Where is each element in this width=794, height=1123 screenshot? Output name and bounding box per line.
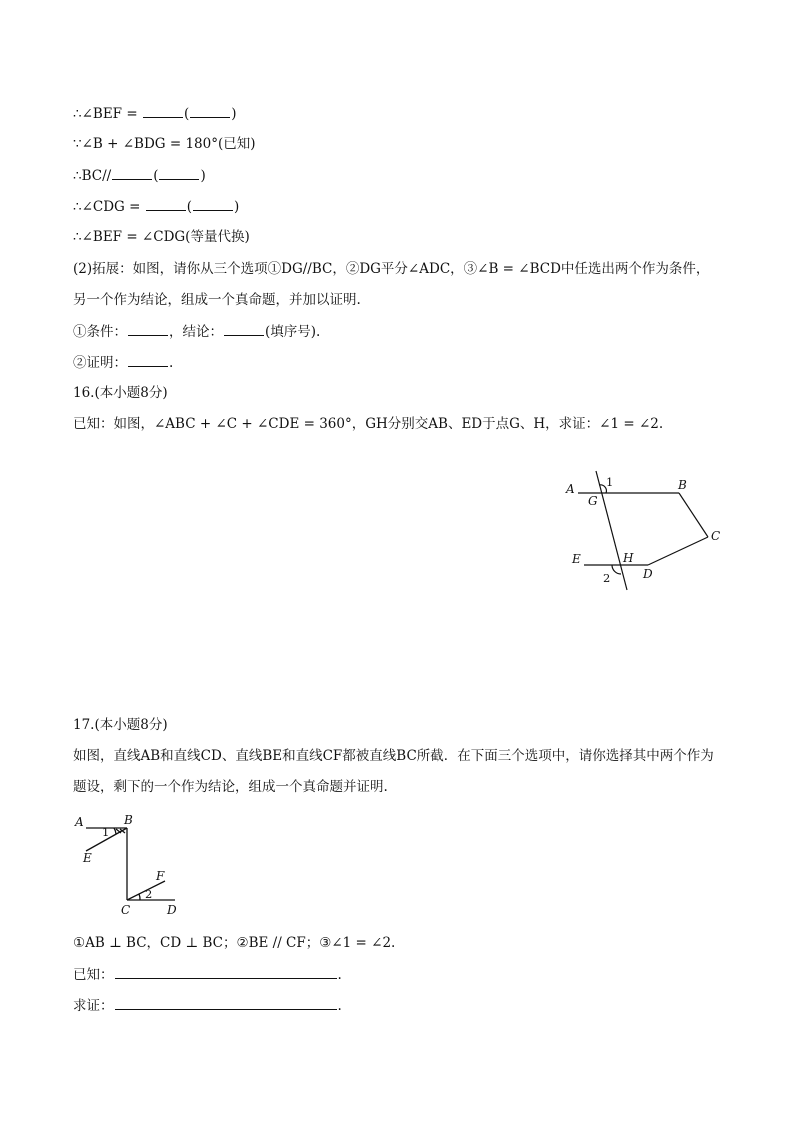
label-c: C (121, 903, 131, 917)
label-angle-2: 2 (603, 571, 611, 585)
label-h: H (623, 551, 634, 565)
prove-blank[interactable] (115, 996, 337, 1010)
line-cd (648, 537, 708, 565)
conclusion-suffix: (填序号). (265, 324, 321, 340)
proof-line-5: ∴∠BEF = ∠CDG(等量代换) (73, 229, 250, 245)
part2-proof-line (73, 353, 173, 372)
proof-text: ∴∠CDG = (73, 199, 145, 215)
answer-blank[interactable] (143, 104, 183, 118)
label-b: B (124, 813, 133, 827)
q17-prove-line (73, 996, 342, 1015)
proof-line-3 (73, 166, 206, 185)
proof-blank[interactable] (128, 353, 168, 367)
q16-text: 已知：如图，∠ABC + ∠C + ∠CDE = 360°，GH分别交AB、ED于点G、H，求证：∠1 = ∠2. (73, 416, 664, 432)
paren-open: ( (183, 106, 190, 122)
known-label: 已知： (73, 967, 114, 983)
line-bc (679, 493, 708, 537)
condition-blank[interactable] (128, 322, 168, 336)
angle-2-arc (139, 894, 140, 900)
label-angle-1: 1 (606, 475, 614, 489)
proof-text: ∴BC// (73, 168, 112, 184)
answer-blank[interactable] (112, 166, 152, 180)
label-b: B (678, 478, 687, 492)
label-angle-2: 2 (145, 887, 153, 901)
q17-known-line (73, 965, 342, 984)
angle-1-arc (114, 828, 116, 834)
q17-header: 17.(本小题8分) (73, 717, 168, 733)
label-d: D (643, 567, 653, 581)
q17-text-line2: 题设，剩下的一个作为结论，组成一个真命题并证明. (73, 779, 388, 795)
part2-question-line2: 另一个作为结论，组成一个真命题，并加以证明. (73, 292, 361, 308)
prove-suffix: . (337, 998, 342, 1014)
answer-blank[interactable] (146, 197, 186, 211)
q17-figure (70, 810, 185, 920)
known-blank[interactable] (115, 965, 337, 979)
conclusion-blank[interactable] (224, 322, 264, 336)
label-c: C (711, 529, 721, 543)
conclusion-label: ，结论： (169, 324, 223, 340)
label-e: E (572, 552, 581, 566)
part2-question-line1: (2)拓展：如图，请你从三个选项①DG//BC，②DG平分∠ADC，③∠B = ∠BCD中任选出两个作为条件， (73, 261, 710, 277)
reason-blank[interactable] (190, 104, 230, 118)
q16-figure (560, 465, 730, 595)
proof-text: ∴∠BEF = (73, 106, 142, 122)
reason-blank[interactable] (159, 166, 199, 180)
condition-label: ①条件： (73, 324, 127, 340)
paren-close: ) (200, 168, 206, 184)
label-d: D (167, 903, 177, 917)
label-g: G (588, 494, 598, 508)
proof-label: ②证明： (73, 355, 127, 371)
proof-line-2: ∵∠B + ∠BDG = 180°(已知) (73, 136, 256, 152)
part2-condition-line (73, 322, 320, 341)
label-a: A (75, 815, 84, 829)
proof-line-1 (73, 104, 237, 123)
label-a: A (566, 482, 575, 496)
q17-options: ①AB ⊥ BC，CD ⊥ BC；②BE // CF；③∠1 = ∠2. (73, 935, 396, 951)
paren-close: ) (231, 106, 237, 122)
q17-text-line1: 如图，直线AB和直线CD、直线BE和直线CF都被直线BC所截．在下面三个选项中，请你选择其中两个作为 (73, 748, 714, 764)
prove-label: 求证： (73, 998, 114, 1014)
q16-header: 16.(本小题8分) (73, 385, 168, 401)
angle-2-arc (612, 565, 621, 574)
proof-line-4 (73, 197, 239, 216)
reason-blank[interactable] (193, 197, 233, 211)
label-angle-1: 1 (102, 825, 110, 839)
paren-open: ( (186, 199, 193, 215)
label-e: E (83, 851, 92, 865)
paren-open: ( (153, 168, 159, 184)
known-suffix: . (337, 967, 342, 983)
paren-close: ) (234, 199, 240, 215)
label-f: F (156, 869, 165, 883)
proof-suffix: . (169, 355, 174, 371)
